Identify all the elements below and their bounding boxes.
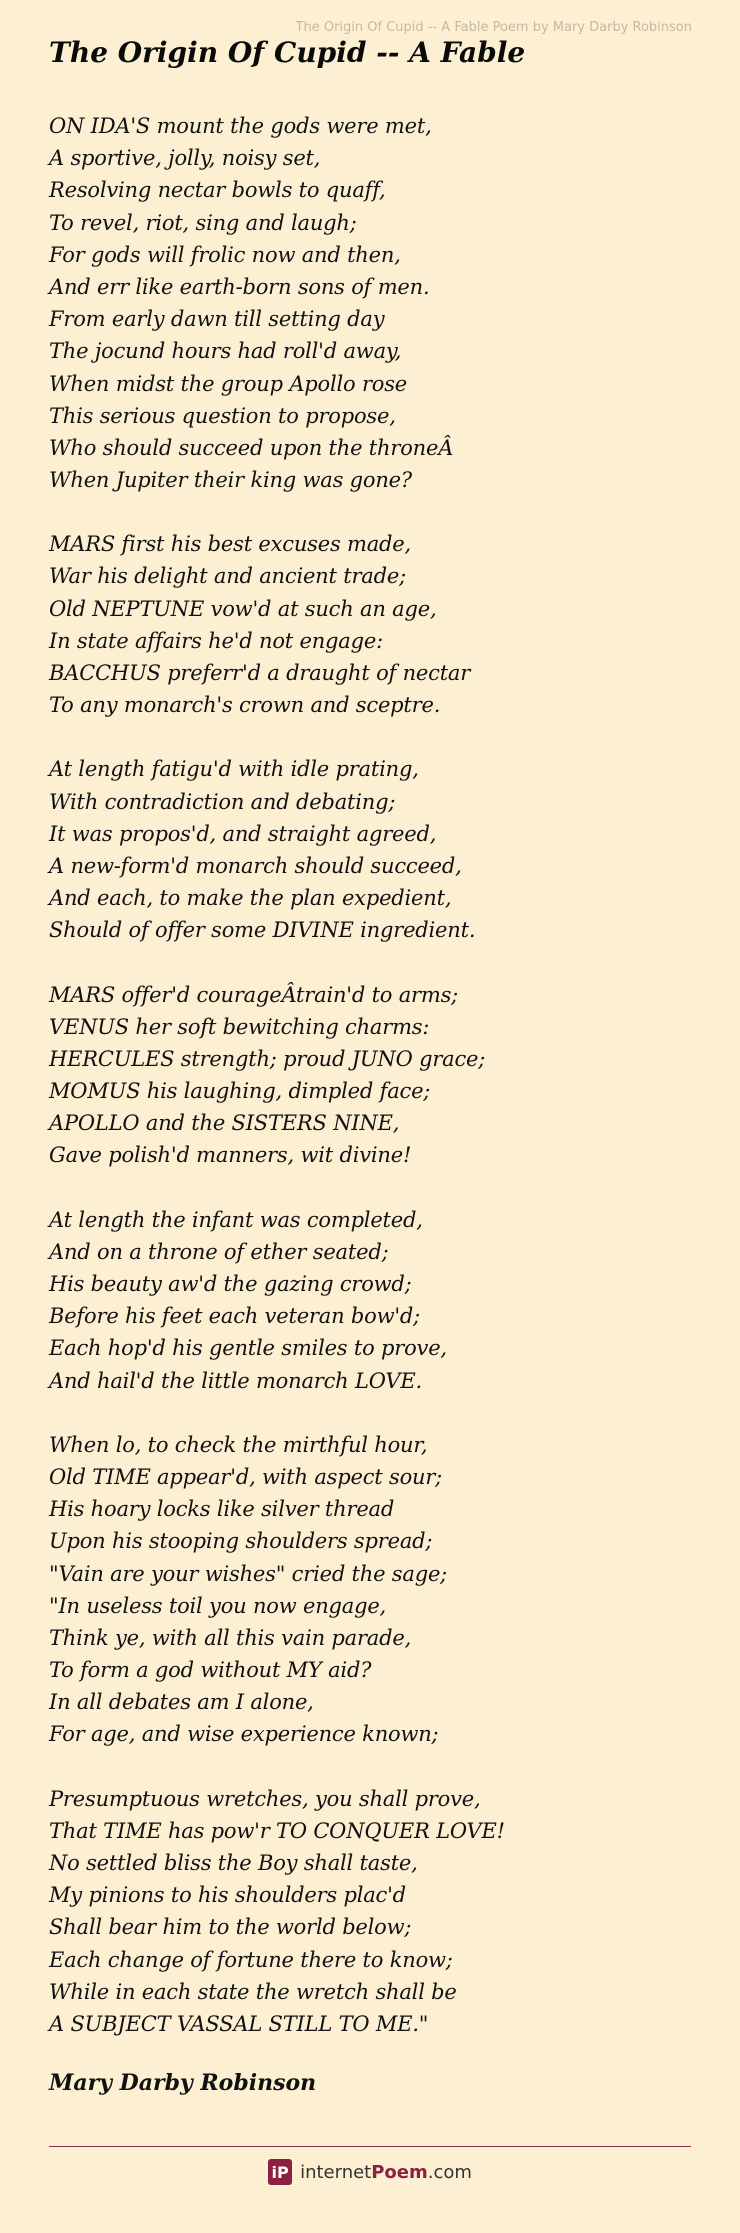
brand-strong: Poem (371, 2161, 428, 2183)
poem-line: Resolving nectar bowls to quaff, (49, 178, 386, 203)
poem-line: A sportive, jolly, noisy set, (49, 146, 321, 171)
site-brand-name (300, 2162, 472, 2183)
poem-line: At length the infant was completed, (49, 1207, 423, 1232)
poem-line: No settled bliss the Boy shall taste, (49, 1851, 418, 1875)
internetpoem-logo-icon: iP (268, 2159, 292, 2185)
poem-line: While in each state the wretch shall be (49, 1979, 457, 2004)
poem-line: When midst the group Apollo rose (49, 371, 408, 396)
poem-line: This serious question to propose, (49, 403, 396, 428)
poem-line: Who should succeed upon the throneÂ (49, 435, 454, 460)
poem-line: And hail'd the little monarch LOVE. (49, 1368, 422, 1393)
poem-line: Old TIME appear'd, with aspect sour; (49, 1464, 443, 1489)
poem-line: In state affairs he'd not engage: (49, 628, 383, 653)
poem-line: My pinions to his shoulders plac'd (49, 1883, 406, 1908)
poem-line: For gods will frolic now and then, (49, 242, 401, 267)
poem-line: With contradiction and debating; (49, 789, 396, 814)
brand-suffix: .com (427, 2161, 472, 2183)
footer-divider (49, 2146, 691, 2147)
poem-line: And err like earth-born sons of men. (49, 274, 430, 299)
poem-line: Upon his stooping shoulders spread; (49, 1529, 433, 1554)
poem-line: Shall bear him to the world below; (49, 1915, 412, 1940)
stanza (49, 753, 709, 946)
page-credit: The Origin Of Cupid -- A Fable Poem by Mary Darby Robinson (295, 20, 692, 35)
stanza (49, 528, 709, 721)
poem-line: VENUS her soft bewitching charms: (49, 1014, 430, 1039)
poem-line: MARS first his best excuses made, (49, 532, 412, 557)
stanza (49, 1204, 709, 1397)
poem-line: MARS offer'd courageÂtrain'd to arms; (49, 982, 459, 1007)
poem-line: At length fatigu'd with idle prating, (49, 757, 419, 782)
poem-line: The jocund hours had roll'd away, (49, 339, 402, 364)
poem-line: For age, and wise experience known; (49, 1722, 439, 1747)
poem-line: War his delight and ancient trade; (49, 564, 406, 589)
poem-line: Old NEPTUNE vow'd at such an age, (49, 596, 437, 621)
stanza (49, 110, 709, 496)
poem-line: To any monarch's crown and sceptre. (49, 693, 441, 718)
poem-line: His hoary locks like silver thread (49, 1497, 395, 1522)
poem-line: BACCHUS preferr'd a draught of nectar (49, 661, 471, 685)
site-brand-link[interactable] (0, 2159, 740, 2185)
poem-line: APOLLO and the SISTERS NINE, (49, 1111, 400, 1136)
poem-body (49, 110, 709, 2072)
poem-line: A SUBJECT VASSAL STILL TO ME." (49, 2011, 429, 2036)
poem-line: Each change of fortune there to know; (49, 1947, 453, 1972)
stanza (49, 1783, 709, 2041)
poem-line: "Vain are your wishes" cried the sage; (49, 1561, 448, 1586)
poem-line: HERCULES strength; proud JUNO grace; (49, 1046, 486, 1071)
poem-line: To form a god without MY aid? (49, 1658, 372, 1683)
poem-line: Presumptuous wretches, you shall prove, (49, 1786, 481, 1811)
poem-line: Gave polish'd manners, wit divine! (49, 1143, 412, 1168)
poem-line: It was propos'd, and straight agreed, (49, 821, 437, 846)
poem-line: "In useless toil you now engage, (49, 1593, 387, 1618)
stanza (49, 1429, 709, 1751)
poem-line: A new-form'd monarch should succeed, (49, 853, 462, 878)
poem-line: His beauty aw'd the gazing crowd; (49, 1272, 412, 1296)
poem-line: Think ye, with all this vain parade, (49, 1625, 412, 1650)
poem-title: The Origin Of Cupid -- A Fable (49, 36, 526, 69)
poem-line: Before his feet each veteran bow'd; (49, 1304, 421, 1329)
poem-line: And on a throne of ether seated; (49, 1239, 389, 1264)
poem-line: In all debates am I alone, (49, 1690, 314, 1715)
poem-line: To revel, riot, sing and laugh; (49, 210, 357, 235)
stanza (49, 979, 709, 1172)
brand-prefix: internet (300, 2161, 372, 2183)
poem-line: MOMUS his laughing, dimpled face; (49, 1079, 431, 1104)
poem-line: That TIME has pow'r TO CONQUER LOVE! (49, 1818, 505, 1843)
poem-line: When lo, to check the mirthful hour, (49, 1432, 428, 1457)
poem-line: From early dawn till setting day (49, 307, 385, 332)
poem-line: Should of offer some DIVINE ingredient. (49, 918, 476, 943)
poem-author: Mary Darby Robinson (49, 2070, 317, 2096)
poem-line: When Jupiter their king was gone? (49, 468, 412, 493)
poem-line: ON IDA'S mount the gods were met, (49, 114, 432, 138)
poem-line: And each, to make the plan expedient, (49, 886, 452, 911)
poem-line: Each hop'd his gentle smiles to prove, (49, 1336, 447, 1361)
